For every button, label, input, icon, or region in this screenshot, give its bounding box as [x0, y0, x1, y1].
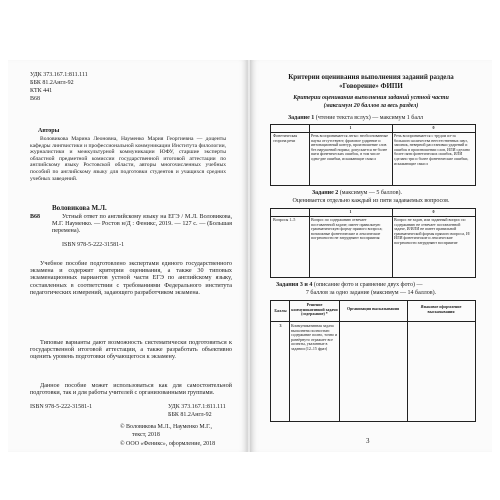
- task2-col-score-0: 0: [432, 210, 435, 214]
- task34-criteria-table: [270, 300, 476, 422]
- annotation-paragraph-2: Типовые варианты дают возможность систематически подготовиться к государственной итоговой аттестации, а также разработать объективно оценить уровень подготовки обучающегося к экзамену.: [30, 339, 232, 361]
- task2-row-label: Вопросы 1–5: [273, 218, 296, 222]
- task34-col-k3: Языковое оформление высказывания: [420, 305, 462, 314]
- ktk-code: КТК 441: [30, 88, 53, 94]
- copyright-line-3: © ООО «Феникс», оформление, 2018: [120, 441, 216, 447]
- copyright-line-2: текст, 2018: [132, 432, 160, 438]
- task2-col-score-1: 1: [349, 210, 352, 214]
- section-title-line-2: «Говорение» ФИПИ: [339, 82, 403, 90]
- reviewers-text: Воловикова Марина Леоновна, Науменко Мария Георгиевна — доценты кафедры лингвистики и профессиональной коммуникации Института филологии, журналистики и межкультурной коммуникации ЮФУ, старшие эксперты областной предметной комиссии государственной итоговой аттестации по английскому языку Ростовской области, авторы многочисленных учебных пособий по английскому языку для подготовки студентов и учащихся средних учебных заведений.: [30, 136, 226, 182]
- task1-criteria-table: [270, 124, 476, 186]
- task1-row-label: Фонетическая сторона речи: [273, 134, 298, 143]
- task34-col-k1: Решение коммуникативной задачи (содержание) *: [291, 303, 338, 317]
- task34-subheading: 7 баллов за одно задание (максимум — 14 баллов).: [305, 290, 437, 296]
- subtitle-line-2: (максимум 20 баллов за весь раздел): [323, 103, 419, 109]
- task1-col-score-1: 1: [349, 126, 352, 130]
- task2-heading: Задание 2 (максимум — 5 баллов).: [312, 190, 402, 196]
- bbk-bottom: ББК 81.2Англ-92: [168, 412, 212, 418]
- author-line: Воловикова М.Л.: [52, 204, 107, 212]
- task1-score-1-description: Речь воспринимается легко: необоснованные паузы отсутствуют; фразовое ударение и интонационный контур, произношение слов без нарушений нормы; допускается не более пяти фонетических ошибок, в том числе одна-две ошибки, искажающие смысл: [311, 134, 389, 161]
- task2-subheading: Оценивается отдельно каждый из пяти задаваемых вопросов.: [292, 198, 450, 204]
- right-page: [250, 60, 492, 452]
- task2-score-1-description: Вопрос по содержанию отвечает поставленной задаче; имеет правильную грамматическую форму прямого вопроса; возможные фонетические и лексические погрешности не затрудняют восприятия: [311, 218, 383, 241]
- biblio-code: В68: [30, 214, 41, 220]
- task1-col-score-0: 0: [432, 126, 435, 130]
- task34-heading: Задания 3 и 4 (описание фото и сравнение двух фото) —: [276, 282, 423, 288]
- task2-score-0-description: Вопрос не задан, или заданный вопрос по содержанию не отвечает поставленной задаче, И/ИЛИ не имеет правильной грамматической формы прямого вопроса, И/ИЛИ фонетические и лексические погрешности затрудняют восприятие: [394, 218, 471, 245]
- biblio-text: Устный ответ по английскому языку на ЕГЭ / М.Л. Воловикова, М.Г. Науменко. — Ростов н/Д : Феникс, 2019. — 127 с. — (Большая перемена).: [52, 213, 232, 235]
- task34-col-k2: Организация высказывания: [346, 307, 400, 311]
- left-page: [8, 60, 248, 452]
- copyright-line-1: © Воловикова М.Л., Науменко М.Г.,: [120, 424, 212, 430]
- task34-row-points: 3: [279, 324, 282, 328]
- udc-bottom: УДК 373.167.1:811.111: [168, 404, 226, 410]
- reviewers-heading: Авторы: [38, 128, 60, 134]
- task2-criteria-table: [270, 208, 476, 278]
- task34-col-points: Баллы: [274, 309, 287, 313]
- catalog-code: В68: [30, 96, 41, 102]
- page-number: 3: [366, 437, 370, 445]
- subtitle-line-1: Критерии оценивания выполнения заданий устной части: [293, 95, 449, 101]
- isbn-top: ISBN 978-5-222-31581-1: [62, 242, 125, 248]
- task1-score-0-description: Речь воспринимается с трудом из-за большого количества неестественных пауз, запинок, неверной расстановки ударений и ошибок в произношении слов, ИЛИ сделано более пяти фонетических ошибок, ИЛИ сделано три и более фонетические ошибки, искажающие смысл: [394, 134, 471, 166]
- task1-heading: Задание 1 (чтение текста вслух) — максимум 1 балл: [288, 115, 424, 121]
- bbk-code: ББК 81.2Англ-92: [30, 80, 74, 86]
- section-title-line-1: Критерии оценивания выполнения заданий раздела: [288, 73, 454, 81]
- task34-row-description: Коммуникативная задача выполнена полностью: содержание полно, точно и развёрнуто отражает все аспекты, указанные в задании (12–15 фраз): [291, 324, 338, 351]
- isbn-bottom: ISBN 978-5-222-31581-1: [30, 404, 93, 410]
- annotation-paragraph-3: Данное пособие может использоваться как для самостоятельной подготовки, так и для работы учителей с организованными группами.: [30, 382, 232, 397]
- udc-code: УДК 373.167.1:811.111: [30, 72, 88, 78]
- book-spread: [8, 60, 492, 452]
- annotation-paragraph-1: Учебное пособие подготовлено экспертами единого государственного экзамена и содержит критерии оценивания, а также 30 типовых экзаменационных вариантов устной части ЕГЭ по английскому языку, составленных в соответствии с требованиями Федерального института педагогических измерений, задающего разработчиком экзамена.: [30, 260, 232, 296]
